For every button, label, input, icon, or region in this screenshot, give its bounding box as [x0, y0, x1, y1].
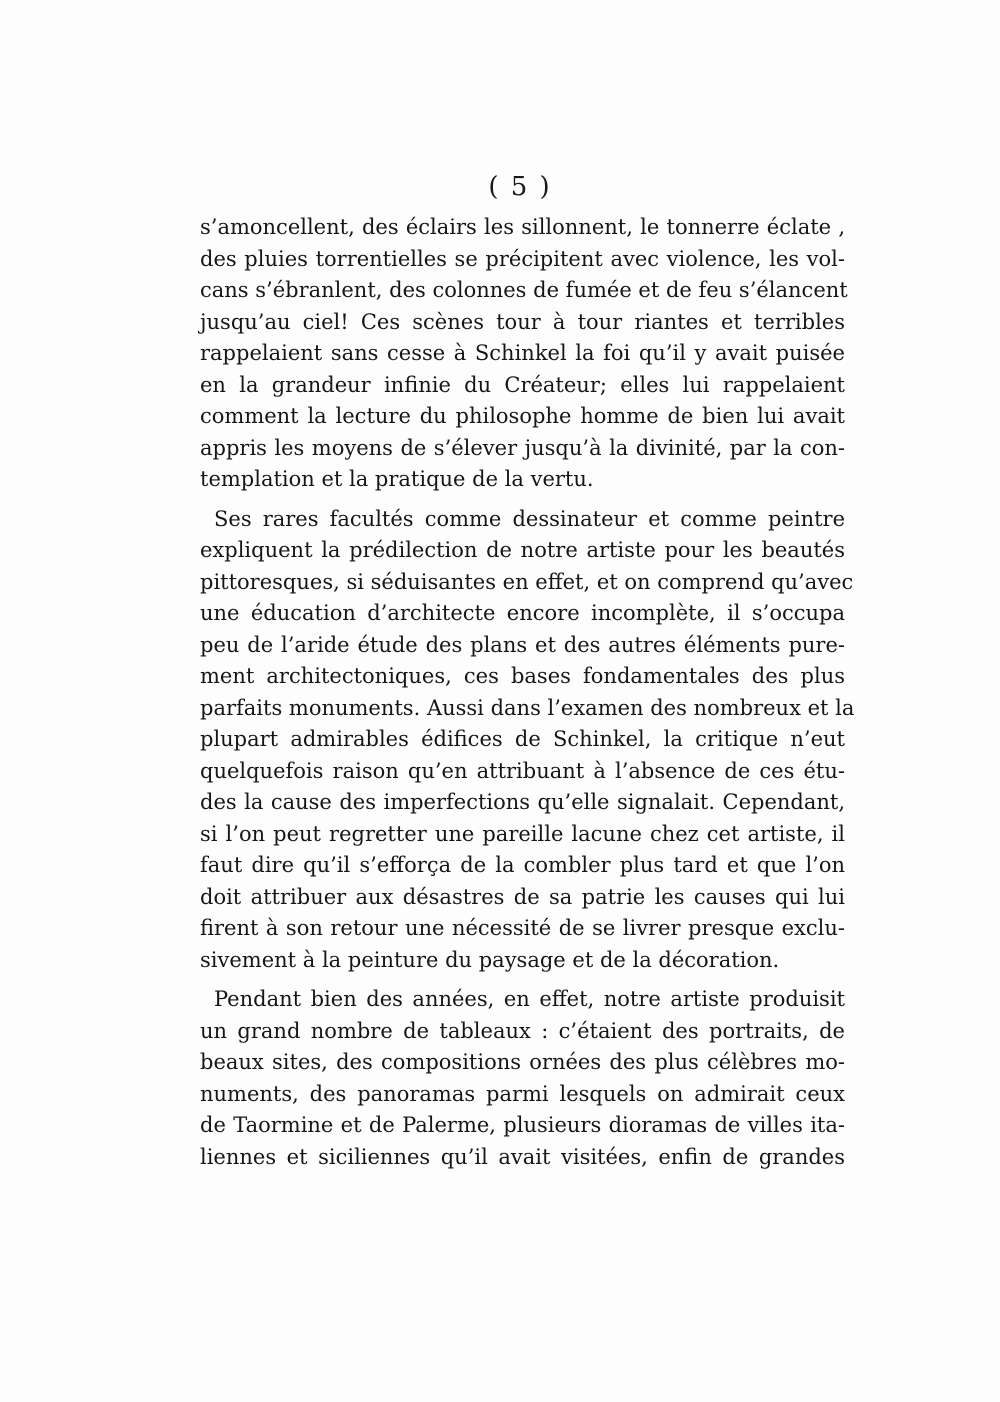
text-line: des pluies torrentielles se précipitent avec violence, les vol-	[200, 246, 845, 271]
text-line: plupart admirables édifices de Schinkel, la critique n’eut	[200, 727, 845, 751]
text-line: comment la lecture du philosophe homme de bien lui avait	[200, 404, 845, 428]
text-line: rappelaient sans cesse à Schinkel la foi qu’il y avait puisée	[200, 341, 845, 365]
text-line: pittoresques, si séduisantes en effet, et on comprend qu’avec	[200, 569, 854, 594]
text-line: liennes et siciliennes qu’il avait visitées, enfin de grandes	[200, 1144, 845, 1169]
paragraph-3	[200, 984, 845, 1173]
text-line: ment architectoniques, ces bases fondamentales des plus	[200, 664, 845, 688]
page-number: ( 5 )	[488, 172, 552, 202]
text-line: sivement à la peinture du paysage et de la décoration.	[200, 947, 780, 972]
text-line: firent à son retour une nécessité de se livrer presque exclu-	[200, 916, 845, 940]
text-line: numents, des panoramas parmi lesquels on admirait ceux	[200, 1081, 845, 1106]
paragraph-gap	[200, 496, 845, 504]
text-line: appris les moyens de s’élever jusqu’à la divinité, par la con-	[200, 435, 845, 460]
text-line: doit attribuer aux désastres de sa patrie les causes qui lui	[200, 884, 845, 909]
text-line: des la cause des imperfections qu’elle signalait. Cependant,	[200, 790, 845, 814]
text-line: parfaits monuments. Aussi dans l’examen des nombreux et la	[200, 695, 855, 720]
text-line: de Taormine et de Palerme, plusieurs dioramas de villes ita-	[200, 1113, 845, 1137]
text-line: Ses rares facultés comme dessinateur et comme peintre	[214, 506, 845, 531]
text-line: s’amoncellent, des éclairs les sillonnent, le tonnerre éclate ,	[200, 215, 845, 239]
text-line: templation et la pratique de la vertu.	[200, 467, 594, 491]
body-text	[200, 212, 855, 1173]
text-line: faut dire qu’il s’efforça de la combler plus tard et que l’on	[200, 853, 845, 877]
paragraph-gap	[200, 976, 845, 984]
text-line: cans s’ébranlent, des colonnes de fumée et de feu s’élancent	[200, 278, 848, 302]
text-line: une éducation d’architecte encore incomplète, il s’occupa	[200, 601, 845, 625]
paragraph-2	[200, 504, 855, 977]
text-line: expliquent la prédilection de notre artiste pour les beautés	[200, 538, 845, 562]
text-line: Pendant bien des années, en effet, notre artiste produisit	[214, 987, 845, 1011]
text-line: jusqu’au ciel! Ces scènes tour à tour riantes et terribles	[200, 309, 845, 334]
text-line: en la grandeur infinie du Créateur; elles lui rappelaient	[200, 372, 845, 397]
paragraph-1	[200, 212, 848, 496]
text-line: peu de l’aride étude des plans et des autres éléments pure-	[200, 632, 845, 657]
text-line: un grand nombre de tableaux : c’étaient des portraits, de	[200, 1018, 845, 1043]
text-line: si l’on peut regretter une pareille lacune chez cet artiste, il	[200, 821, 845, 846]
text-line: beaux sites, des compositions ornées des plus célèbres mo-	[200, 1050, 845, 1074]
text-line: quelquefois raison qu’en attribuant à l’absence de ces étu-	[200, 758, 845, 783]
